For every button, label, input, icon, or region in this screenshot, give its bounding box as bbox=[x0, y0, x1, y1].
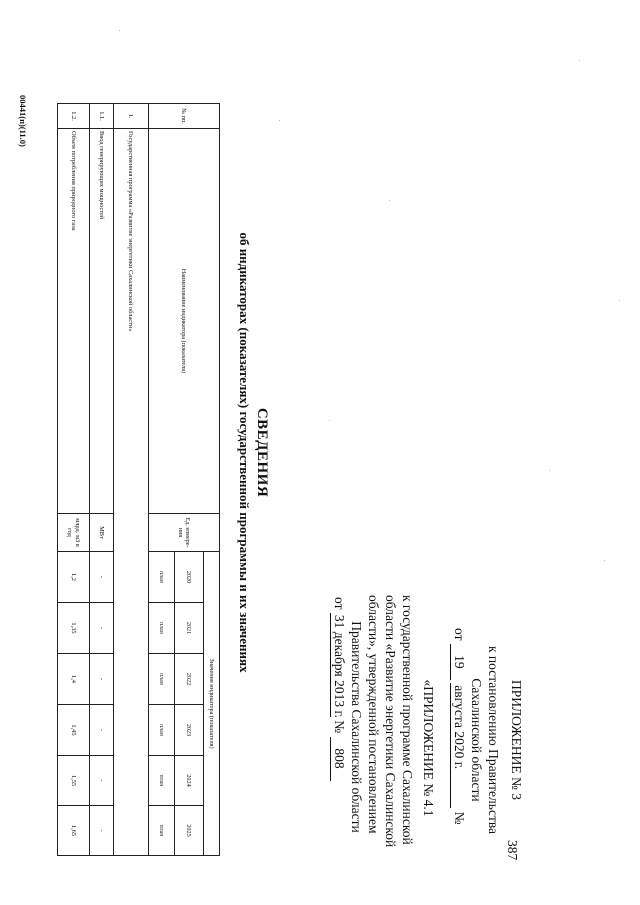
row-value-2023: 1,45 bbox=[58, 705, 90, 756]
year-2020: 2020 bbox=[175, 552, 204, 603]
scan-speck bbox=[329, 420, 330, 421]
year-2024: 2024 bbox=[175, 756, 204, 806]
row-num: 1.1. bbox=[90, 104, 114, 129]
plan-2022: план bbox=[149, 654, 175, 705]
plan-2024: план bbox=[149, 756, 175, 806]
decree-line: к постановлению Правительства bbox=[486, 645, 501, 835]
region-line: Сахалинской области bbox=[469, 678, 484, 802]
date-year: 2020 bbox=[452, 731, 467, 759]
row-value-2025: - bbox=[90, 806, 114, 856]
document-code: 00441(п)(11.0) bbox=[18, 95, 28, 147]
year-2023: 2023 bbox=[175, 705, 204, 756]
appendix-41-number: 808 bbox=[330, 737, 348, 781]
scan-speck bbox=[604, 560, 605, 561]
row-num: 1. bbox=[114, 104, 149, 129]
row-value-2021: - bbox=[90, 603, 114, 654]
date-month: августа bbox=[452, 685, 467, 728]
row-num: 1.2. bbox=[58, 104, 90, 129]
appendix-title: ПРИЛОЖЕНИЕ № 3 bbox=[509, 679, 524, 801]
appendix-41-line1: к государственной программе Сахалинской bbox=[400, 595, 415, 845]
table-row bbox=[90, 104, 114, 856]
table-row bbox=[114, 104, 149, 856]
appendix-41-date: 31 декабря 2013 г. bbox=[332, 614, 347, 718]
appendix-41-title: «ПРИЛОЖЕНИЕ № 4.1 bbox=[421, 679, 436, 817]
date-day: 19 bbox=[450, 644, 468, 680]
scan-speck bbox=[619, 300, 620, 301]
header-name: Наименование индикатора (показателя) bbox=[149, 129, 220, 514]
row-value-2021: 1,35 bbox=[58, 603, 90, 654]
row-unit: МВт bbox=[90, 514, 114, 552]
row-name: Ввод генерирующих мощностей bbox=[90, 129, 114, 514]
scan-speck bbox=[119, 30, 120, 31]
header-unit: Ед. измере-ния bbox=[149, 514, 220, 552]
appendix-41-date-line bbox=[330, 597, 348, 781]
number-sign-2: № bbox=[332, 720, 347, 734]
scan-speck bbox=[549, 470, 550, 471]
year-2025: 2025 bbox=[175, 806, 204, 856]
plan-2025: план bbox=[149, 806, 175, 856]
date-month-year bbox=[450, 683, 468, 808]
decree-date-line bbox=[450, 628, 468, 824]
row-value-2024: 1,55 bbox=[58, 756, 90, 806]
plan-2020: план bbox=[149, 552, 175, 603]
indicators-table bbox=[57, 103, 220, 856]
scan-speck bbox=[279, 120, 280, 121]
date-g: г. bbox=[452, 761, 467, 770]
year-2021: 2021 bbox=[175, 603, 204, 654]
row-value-2020: - bbox=[90, 552, 114, 603]
scan-speck bbox=[389, 200, 390, 201]
document-subtitle: об индикаторах (показателях) государственной программы и их значениях bbox=[237, 232, 252, 673]
table-header-row bbox=[204, 104, 220, 856]
row-name: Государственная программа «Развитие энергетики Сахалинской области» bbox=[114, 129, 149, 856]
appendix-41-line3: области», утвержденной постановлением bbox=[366, 595, 381, 834]
row-unit: млрд. м3 в год bbox=[58, 514, 90, 552]
row-value-2023: - bbox=[90, 705, 114, 756]
header-values: Значения индикатора (показателя) bbox=[204, 552, 220, 856]
from-word-2: от bbox=[332, 597, 347, 610]
table-row bbox=[58, 104, 90, 856]
row-name: Объем потребления природного газа bbox=[58, 129, 90, 514]
plan-2023: план bbox=[149, 705, 175, 756]
number-sign: № bbox=[452, 811, 467, 825]
document-title: СВЕДЕНИЯ bbox=[254, 407, 270, 498]
row-value-2025: 1,65 bbox=[58, 806, 90, 856]
row-value-2022: 1,4 bbox=[58, 654, 90, 705]
row-value-2022: - bbox=[90, 654, 114, 705]
row-value-2020: 1,2 bbox=[58, 552, 90, 603]
appendix-41-line2: области «Развитие энергетики Сахалинской bbox=[383, 595, 398, 848]
header-num: № пп. bbox=[149, 104, 220, 129]
scan-speck bbox=[579, 60, 580, 61]
decree-number: 387 bbox=[505, 840, 520, 861]
plan-2021: план bbox=[149, 603, 175, 654]
row-value-2024: - bbox=[90, 756, 114, 806]
appendix-41-line4: Правительства Сахалинской области bbox=[349, 621, 364, 833]
from-word: от bbox=[452, 628, 467, 641]
year-2022: 2022 bbox=[175, 654, 204, 705]
